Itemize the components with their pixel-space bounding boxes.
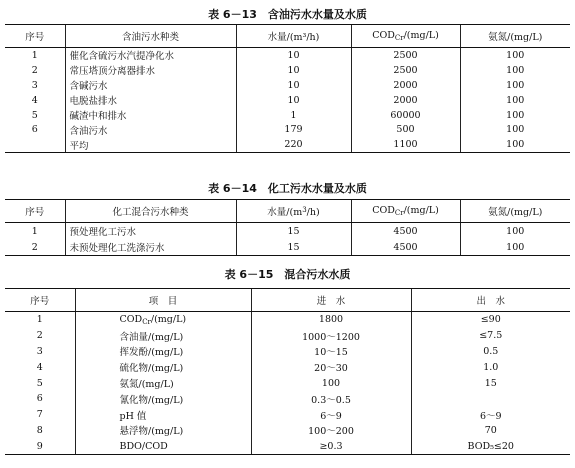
cell-item [75,391,251,407]
header-outlet: 出 水 [411,289,570,312]
table-row [5,239,570,256]
cell-flow: 10 [236,93,351,108]
cell-seq: 2 [36,330,43,342]
item-label: 悬浮物/(mg/L) [119,426,184,438]
cell-type: 预处理化工污水 [65,223,236,240]
table-row [5,423,570,439]
cell-ammonia: 100 [460,63,570,78]
table-row [5,223,570,240]
cell-seq: 4 [36,361,43,373]
cell-flow: 10 [236,78,351,93]
table-row [5,108,570,123]
cell-flow: 10 [236,63,351,78]
cell-cod: 4500 [351,239,460,256]
table-row [5,122,570,137]
header-flow: 水量/(m³/h) [236,25,351,48]
flow-label: 水量/(m [267,207,303,218]
cell-inlet: 1800 [251,312,411,328]
cell-item [75,423,251,439]
cell-flow: 1 [236,108,351,123]
cell-seq: 3 [31,79,38,91]
flow-unit: /h) [306,207,320,218]
cell-item [75,375,251,391]
cell-seq: 5 [36,377,43,389]
cell-flow: 179 [236,122,351,137]
cell-inlet: 20～30 [251,359,411,375]
cell-item [75,312,251,328]
cell-ammonia: 100 [460,93,570,108]
cell-cod: 500 [351,122,460,137]
item-unit: /(mg/L) [150,313,187,325]
table-row [5,78,570,93]
item-label: 挥发酚/(mg/L) [119,347,184,359]
cell-ammonia: 100 [460,48,570,63]
cell-type: 电脱盐排水 [65,93,236,108]
cell-cod: 1100 [351,137,460,152]
item-label: 氨氮/(mg/L) [119,379,174,391]
cell-cod: 2000 [351,78,460,93]
table-row [5,438,570,454]
header-ammonia: 氨氮/(mg/L) [460,200,570,223]
item-subscript: Cr [142,317,151,326]
item-label: pH 值 [119,410,147,422]
table-header-row [5,200,570,223]
cell-cod: 60000 [351,108,460,123]
cell-seq: 6 [36,393,43,405]
cod-unit: /(mg/L) [403,205,439,216]
item-label: BDO/COD [119,440,168,452]
table-6-15 [5,288,570,455]
cell-flow: 10 [236,48,351,63]
table-row [5,407,570,423]
header-item: 项 目 [75,289,251,312]
cell-seq: 1 [31,225,38,237]
cell-ammonia: 100 [460,122,570,137]
flow-superscript: 3 [302,206,307,214]
item-label: 氰化物/(mg/L) [119,394,184,406]
table-6-14 [5,199,570,256]
cell-ammonia: 100 [460,108,570,123]
cell-seq: 1 [36,314,43,326]
table-header-row [5,289,570,312]
cell-outlet: 15 [411,375,570,391]
cell-type: 含油污水 [65,122,236,137]
cell-outlet: ≤7.5 [411,328,570,344]
cell-type: 碱渣中和排水 [65,108,236,123]
cell-cod: 4500 [351,223,460,240]
cell-item [75,359,251,375]
table-row [5,328,570,344]
cell-item [75,344,251,360]
cod-label: COD [372,205,395,216]
cell-seq: 1 [31,49,38,61]
cell-seq: 2 [31,64,38,76]
item-label: COD [119,313,143,325]
header-seq: 序号 [5,25,65,48]
table-row [5,391,570,407]
cell-outlet [411,391,570,407]
header-seq: 序号 [5,289,75,312]
cell-seq [5,137,65,152]
cell-cod: 2500 [351,48,460,63]
cell-outlet: 6～9 [411,407,570,423]
cell-seq: 2 [5,239,65,256]
cell-seq: 6 [31,124,38,136]
header-type: 化工混合污水种类 [65,200,236,223]
cod-label: COD [372,30,395,41]
cell-flow: 15 [236,239,351,256]
cell-outlet: 70 [411,423,570,439]
header-flow [236,200,351,223]
cell-type: 含碱污水 [65,78,236,93]
cell-item [75,328,251,344]
header-seq: 序号 [5,200,65,223]
cell-inlet: 100～200 [251,423,411,439]
cell-type: 未预处理化工洗涤污水 [65,239,236,256]
cell-ammonia: 100 [460,239,570,256]
header-cod [351,200,460,223]
cell-type: 平均 [65,137,236,152]
header-inlet: 进 水 [251,289,411,312]
table-6-13-caption: 表 6－13 含油污水水量及水质 [208,8,367,21]
cell-ammonia: 100 [460,137,570,152]
table-6-15-caption: 表 6－15 混合污水水质 [224,268,351,281]
cell-seq: 3 [36,345,43,357]
header-cod [351,25,460,48]
cell-seq: 7 [36,409,43,421]
cell-seq: 4 [31,94,38,106]
cell-outlet: 0.5 [411,344,570,360]
cell-seq: 8 [36,424,43,436]
table-row [5,344,570,360]
header-type: 含油污水种类 [65,25,236,48]
cell-item [75,407,251,423]
cell-seq: 5 [31,109,38,121]
cod-subscript: Cr [394,34,404,42]
cell-inlet: 0.3～0.5 [251,391,411,407]
item-label: 硫化物/(mg/L) [119,363,184,375]
cell-inlet: 6～9 [251,407,411,423]
cell-outlet: 1.0 [411,359,570,375]
item-label: 含油量/(mg/L) [119,331,184,343]
header-ammonia: 氨氮/(mg/L) [460,25,570,48]
table-row [5,63,570,78]
cell-outlet: BOD₅≤20 [411,438,570,454]
cell-flow: 15 [236,223,351,240]
cell-inlet: 1000～1200 [251,328,411,344]
table-6-13 [5,24,570,153]
cell-flow: 220 [236,137,351,152]
cod-unit: /(mg/L) [403,30,439,41]
cell-ammonia: 100 [460,223,570,240]
cell-ammonia: 100 [460,78,570,93]
table-6-14-caption: 表 6－14 化工污水水量及水质 [208,182,367,195]
cell-inlet: ≥0.3 [251,438,411,454]
cell-type: 催化含硫污水汽提净化水 [65,48,236,63]
cell-item [75,438,251,454]
table-row [5,137,570,152]
cell-type: 常压塔顶分离器排水 [65,63,236,78]
table-row [5,48,570,63]
table-row [5,375,570,391]
cell-cod: 2500 [351,63,460,78]
cell-inlet: 100 [251,375,411,391]
table-row [5,312,570,328]
cell-seq: 9 [5,438,75,454]
cell-outlet: ≤90 [411,312,570,328]
table-row [5,359,570,375]
cell-cod: 2000 [351,93,460,108]
cod-subscript: Cr [394,209,404,217]
cell-inlet: 10～15 [251,344,411,360]
table-header-row [5,25,570,48]
table-row [5,93,570,108]
